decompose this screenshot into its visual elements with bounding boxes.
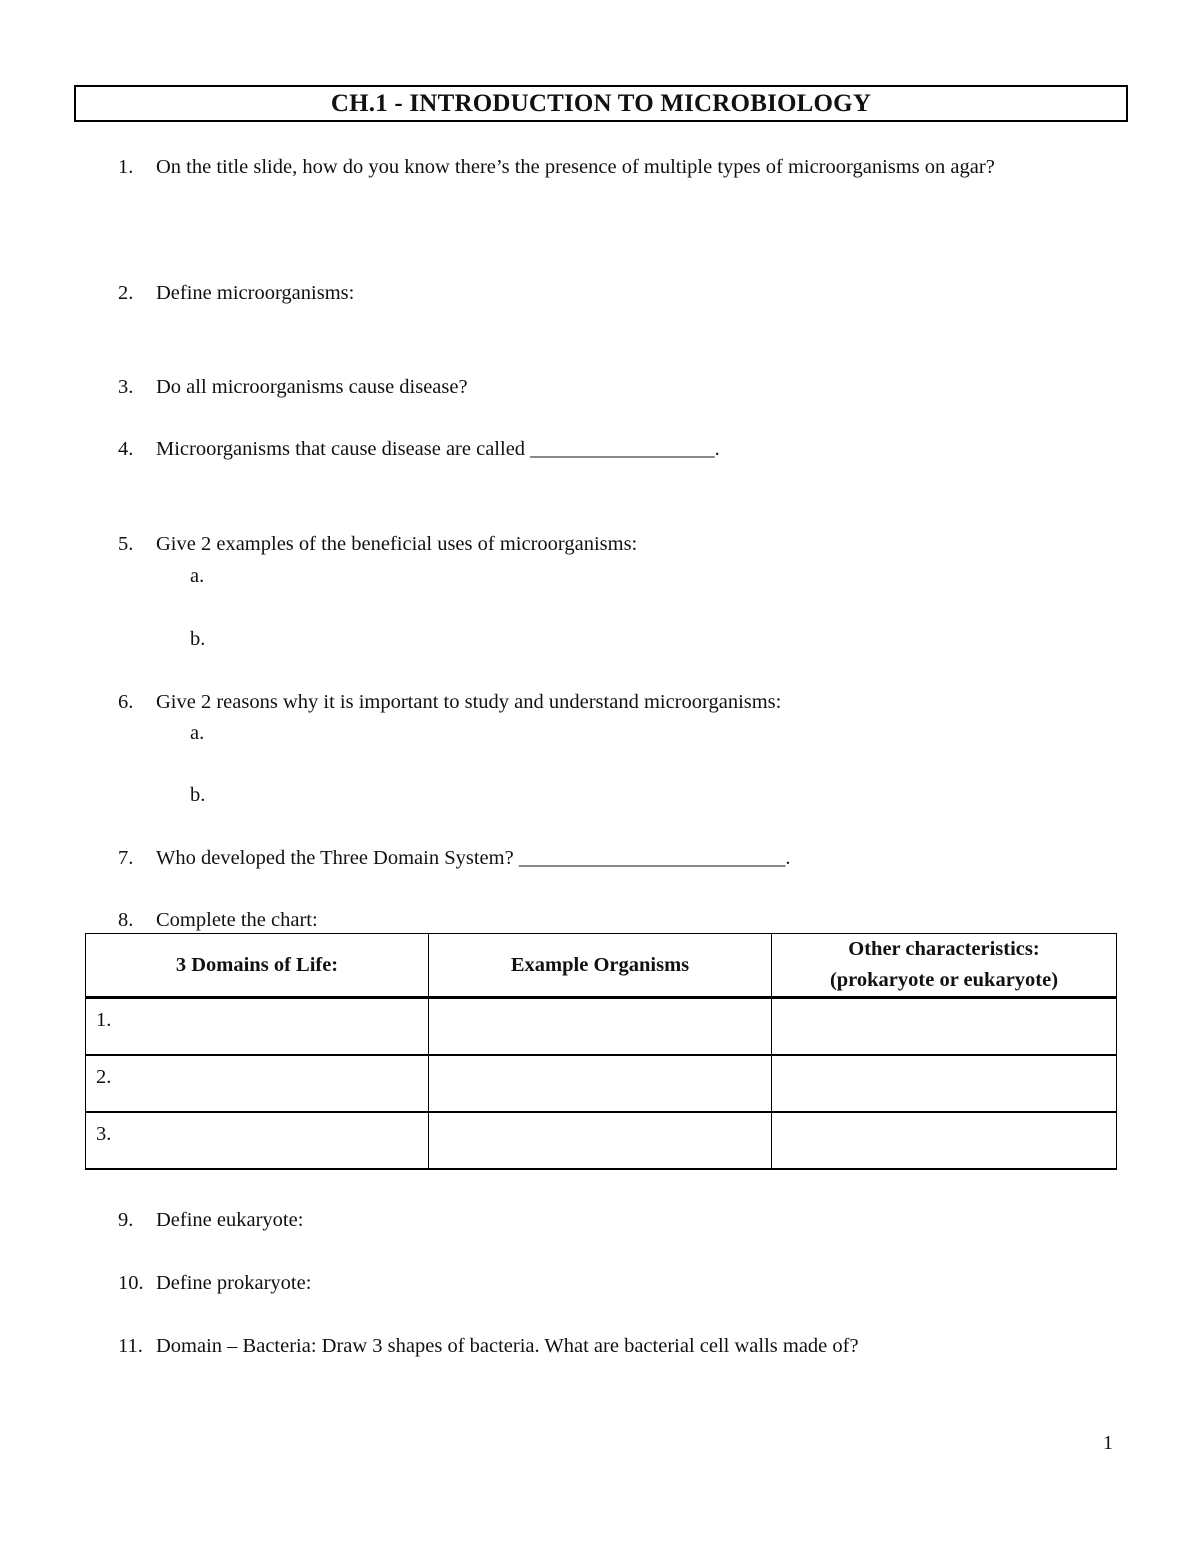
question-text: Who developed the Three Domain System? __________________________.	[156, 847, 791, 869]
question-number: 11.	[118, 1335, 143, 1357]
characteristics-cell[interactable]	[772, 998, 1117, 1056]
example-cell[interactable]	[429, 1055, 772, 1112]
header-other-characteristics	[772, 934, 1117, 998]
question-text: Define microorganisms:	[156, 282, 355, 304]
question-number: 1.	[118, 156, 134, 178]
question-number: 4.	[118, 438, 134, 460]
question-text: Define eukaryote:	[156, 1209, 304, 1231]
domain-cell[interactable]	[86, 1112, 429, 1169]
header-example-organisms: Example Organisms	[429, 934, 772, 998]
table-row	[86, 998, 1117, 1056]
question-text: Microorganisms that cause disease are called __________________.	[156, 438, 720, 460]
question-text: Complete the chart:	[156, 909, 318, 931]
question-text: Give 2 reasons why it is important to study and understand microorganisms:	[156, 691, 782, 713]
row-number: 1.	[96, 1009, 112, 1031]
example-cell[interactable]	[429, 1112, 772, 1169]
domains-chart	[85, 933, 1117, 1170]
domain-cell[interactable]	[86, 998, 429, 1056]
page-number: 1	[1103, 1432, 1113, 1454]
worksheet-title: CH.1 - INTRODUCTION TO MICROBIOLOGY	[74, 85, 1128, 122]
row-number: 2.	[96, 1066, 112, 1088]
question-number: 2.	[118, 282, 134, 304]
question-number: 6.	[118, 691, 134, 713]
answer-label-a: a.	[190, 722, 205, 744]
question-number: 8.	[118, 909, 134, 931]
question-text: Give 2 examples of the beneficial uses of microorganisms:	[156, 533, 638, 555]
example-cell[interactable]	[429, 998, 772, 1056]
row-number: 3.	[96, 1123, 112, 1145]
question-number: 5.	[118, 533, 134, 555]
header-domains: 3 Domains of Life:	[86, 934, 429, 998]
table-row	[86, 1112, 1117, 1169]
answer-label-b: b.	[190, 628, 206, 650]
question-number: 9.	[118, 1209, 134, 1231]
header-other-characteristics-line1: Other characteristics:	[848, 938, 1040, 960]
chart-header-row	[86, 934, 1117, 998]
characteristics-cell[interactable]	[772, 1055, 1117, 1112]
question-text: Define prokaryote:	[156, 1272, 312, 1294]
question-text: Domain – Bacteria: Draw 3 shapes of bacteria. What are bacterial cell walls made of?	[156, 1335, 859, 1357]
header-other-characteristics-line2: (prokaryote or eukaryote)	[829, 969, 1059, 991]
question-text: On the title slide, how do you know there’s the presence of multiple types of microorganisms on agar?	[156, 156, 995, 178]
characteristics-cell[interactable]	[772, 1112, 1117, 1169]
question-number: 3.	[118, 376, 134, 398]
question-number: 7.	[118, 847, 134, 869]
answer-label-b: b.	[190, 784, 206, 806]
answer-label-a: a.	[190, 565, 205, 587]
question-text: Do all microorganisms cause disease?	[156, 376, 468, 398]
question-number: 10.	[118, 1272, 144, 1294]
domain-cell[interactable]	[86, 1055, 429, 1112]
table-row	[86, 1055, 1117, 1112]
